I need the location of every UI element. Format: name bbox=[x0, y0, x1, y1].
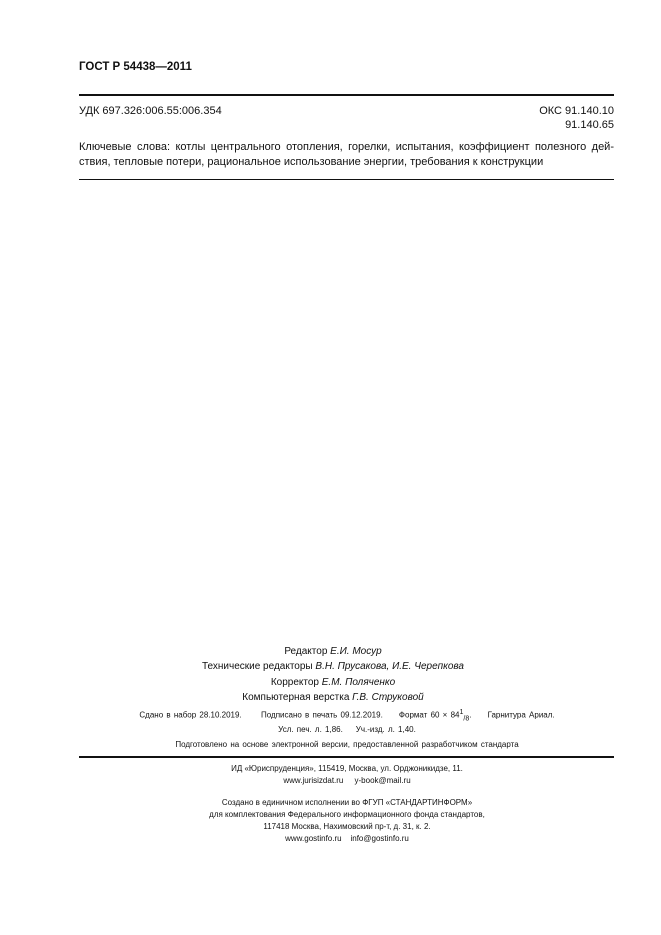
creator-line-3: 117418 Москва, Нахимовский пр-т, д. 31, к. 2. bbox=[263, 822, 431, 831]
credit-corrector: Корректор Е.М. Поляченко bbox=[270, 677, 396, 688]
creator-line-2: для комплектования Федерального информационного фонда стандартов, bbox=[209, 810, 485, 819]
divider bbox=[79, 756, 614, 758]
creator-line-1: Создано в единичном исполнении во ФГУП «СТАНДАРТИНФОРМ» bbox=[221, 798, 473, 807]
publisher-address: ИД «Юриспруденция», 115419, Москва, ул. Орджоникидзе, 11. bbox=[231, 764, 463, 773]
imprint-line-1: Сдано в набор 28.10.2019. Подписано в печать 09.12.2019. Формат $60 \times 84^1_{/8}$. Гарнитура Ариал. bbox=[139, 709, 555, 723]
credit-layout: Компьютерная верстка Г.В. Струковой bbox=[242, 692, 424, 703]
creator-site[interactable]: www.gostinfo.ru bbox=[285, 834, 342, 843]
oks-code-1: ОКС 91.140.10 bbox=[539, 105, 614, 117]
credit-editor: Редактор Е.И. Мосур bbox=[284, 646, 382, 657]
standard-number: ГОСТ Р 54438—2011 bbox=[79, 61, 192, 73]
publisher-site[interactable]: www.jurisizdat.ru bbox=[283, 776, 344, 785]
creator-email[interactable]: info@gostinfo.ru bbox=[350, 834, 409, 843]
keywords-line-1: Ключевые слова: котлы центрального отопления, горелки, испытания, коэффициент полезного дей- bbox=[79, 141, 614, 153]
divider bbox=[79, 179, 614, 180]
publisher-contacts bbox=[0, 776, 661, 785]
creator-contacts bbox=[0, 834, 661, 843]
imprint-prepared: Подготовлено на основе электронной версии, предоставленной разработчиком стандарта bbox=[175, 740, 519, 749]
imprint-line-2: Усл. печ. л. 1,86. Уч.-изд. л. 1,40. bbox=[278, 725, 416, 734]
publisher-email[interactable]: y-book@mail.ru bbox=[354, 776, 411, 785]
keywords-line-2: ствия, тепловые потери, рациональное использование энергии, требования к конструкции bbox=[79, 156, 544, 168]
credit-tech-editors: Технические редакторы В.Н. Прусакова, И.Е. Черепкова bbox=[201, 661, 464, 672]
divider bbox=[79, 94, 614, 96]
udk-code: УДК 697.326:006.55:006.354 bbox=[79, 105, 222, 117]
oks-code-2: 91.140.65 bbox=[565, 119, 614, 131]
